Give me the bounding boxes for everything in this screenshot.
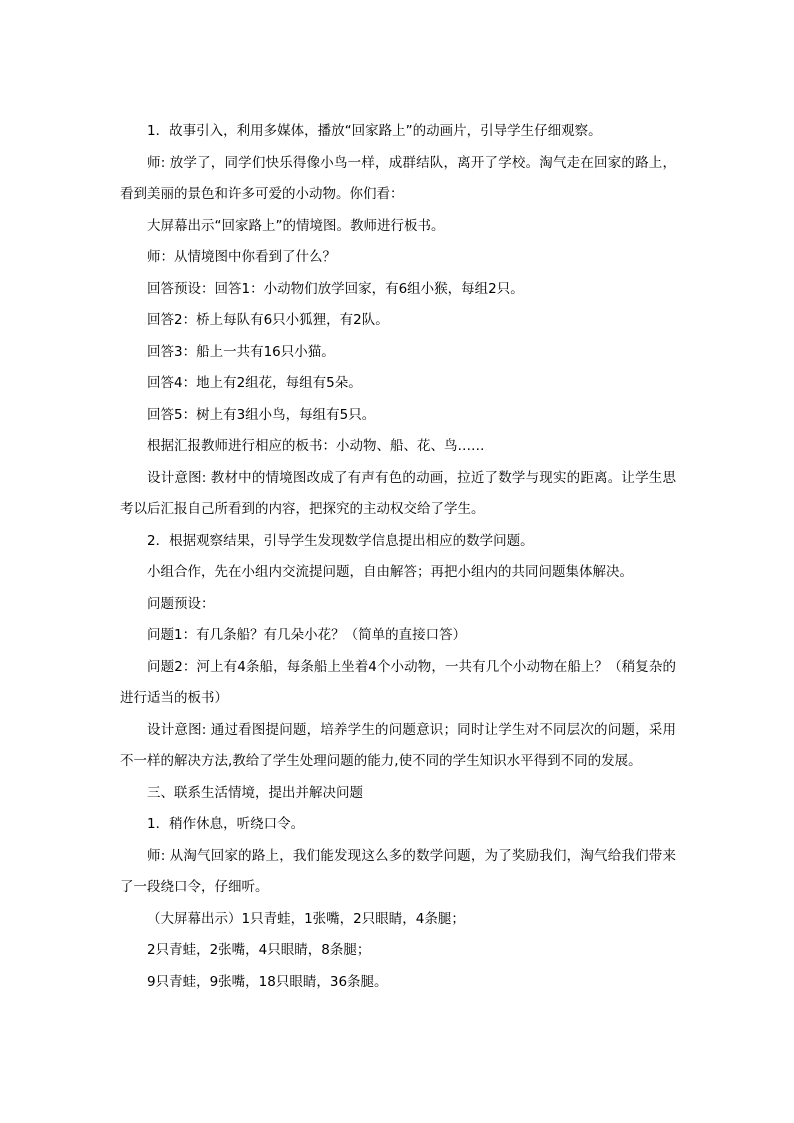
paragraph: 师：从情境图中你看到了什么？	[147, 249, 336, 265]
paragraph: 设计意图: 教材中的情境图改成了有声有色的动画，拉近了数学与现实的距离。让学生思考以后汇报自己所看到的内容，把探究的主动权交给了学生。	[120, 469, 676, 517]
paragraph: 小组合作，先在小组内交流提问题，自由解答；再把小组内的共同问题集体解决。	[147, 564, 633, 580]
paragraph: 回答预设：回答1：小动物们放学回家，有6组小猴，每组2只。	[147, 280, 524, 297]
paragraph: 师: 从淘气回家的路上，我们能发现这么多的数学问题，为了奖励我们，淘气给我们带来了一段绕口令，仔细听。	[120, 847, 676, 895]
paragraph: 设计意图: 通过看图提问题，培养学生的问题意识；同时让学生对不同层次的问题，采用不一样的解决方法,教给了学生处理问题的能力,使不同的学生知识水平得到不同的发展。	[120, 721, 676, 769]
paragraph: 1．稍作休息，听绕口令。	[147, 816, 305, 832]
paragraph: 大屏幕出示“回家路上”的情境图。教师进行板书。	[147, 217, 445, 234]
document-body	[120, 116, 676, 998]
paragraph: 2．根据观察结果，引导学生发现数学信息提出相应的数学问题。	[147, 532, 534, 549]
paragraph: 问题预设：	[147, 595, 215, 612]
paragraph: 回答2：桥上每队有6只小狐狸，有2队。	[147, 312, 389, 328]
paragraph: 回答4：地上有2组花，每组有5朵。	[147, 375, 362, 391]
paragraph: 回答5：树上有3组小鸟，每组有5只。	[147, 406, 376, 423]
paragraph: （大屏幕出示）1只青蛙，1张嘴，2只眼睛，4条腿；	[147, 910, 465, 927]
section-heading: 三、联系生活情境，提出并解决问题	[147, 784, 363, 801]
paragraph: 根据汇报教师进行相应的板书：小动物、船、花、鸟……	[147, 438, 485, 454]
paragraph: 回答3：船上一共有16只小猫。	[147, 343, 335, 360]
paragraph: 问题2：河上有4条船，每条船上坐着4个小动物，一共有几个小动物在船上？（稍复杂的进行适当的板书）	[120, 658, 676, 706]
paragraph: 师: 放学了，同学们快乐得像小鸟一样，成群结队，离开了学校。淘气走在回家的路上，看到美丽的景色和许多可爱的小动物。你们看：	[120, 154, 676, 202]
paragraph: 问题1：有几条船？有几朵小花？（简单的直接口答）	[147, 627, 467, 643]
paragraph: 2只青蛙，2张嘴，4只眼睛，8条腿；	[147, 942, 371, 958]
paragraph: 9只青蛙，9张嘴，18只眼睛，36条腿。	[147, 973, 388, 990]
paragraph: 1．故事引入，利用多媒体，播放“回家路上”的动画片，引导学生仔细观察。	[147, 123, 602, 139]
